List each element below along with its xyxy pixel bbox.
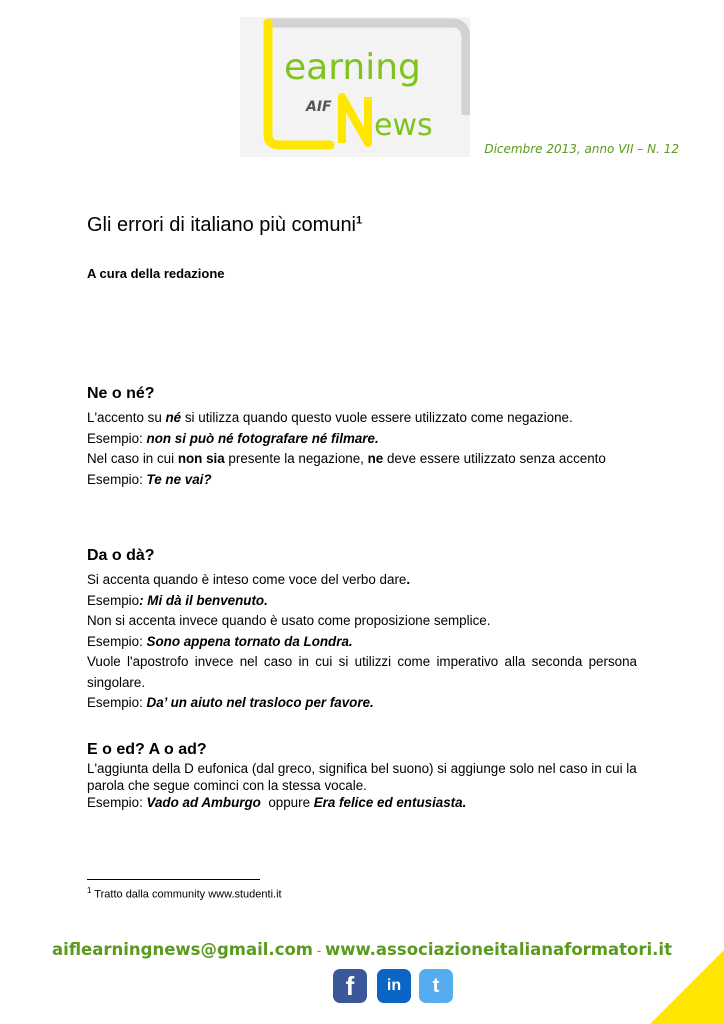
section-heading: Da o dà? [87,547,155,564]
footnote [87,886,282,901]
logo-brand: AIF [306,99,332,115]
facebook-icon[interactable]: f [333,969,367,1003]
footnote-number: 1 [87,886,92,895]
example: Esempio: non si può né fotografare né filmare. [87,430,379,446]
logo-word-bottom: ews [374,108,433,143]
example: Esempio: Sono appena tornato da Londra. [87,633,353,649]
paragraph: Si accenta quando è inteso come voce del verbo dare. [87,572,411,587]
logo-word-top: earning [284,47,421,88]
example: Esempio: Te ne vai? [87,471,212,487]
article-title [87,214,362,237]
paragraph: Vuole l'apostrofo invece nel caso in cui si utilizzi come imperativo alla seconda persona singolare. [87,654,637,690]
section-ne [87,384,637,490]
website-link[interactable]: www.associazioneitalianaformatori.it [324,940,672,959]
footnote-text: Tratto dalla community www.studenti.it [91,888,282,901]
paragraph: L'aggiunta della D eufonica (dal greco, significa bel suono) si aggiunge solo nel caso in cui la parola che segue cominci con la stessa vocale. [87,761,637,793]
paragraph: L'accento su né si utilizza quando questo vuole essere utilizzato come negazione. [87,410,573,425]
learning-news-logo [240,17,470,157]
example: Esempio: Vado ad Amburgo oppure Era felice ed entusiasta. [87,795,467,810]
paragraph: Non si accenta invece quando è usato come proposizione semplice. [87,613,491,628]
contact-line [0,940,724,959]
section-da [87,546,637,714]
section-heading: E o ed? A o ad? [87,741,207,758]
section-heading: Ne o né? [87,385,155,402]
example: Esempio: Da’ un aiuto nel trasloco per favore. [87,695,374,710]
twitter-icon[interactable]: t [419,969,453,1003]
footnote-divider [87,879,260,880]
email-link[interactable]: aiflearningnews@gmail.com [52,940,314,959]
section-ed [87,740,637,811]
contact-separator: - [313,944,325,958]
paragraph: Nel caso in cui non sia presente la negazione, ne deve essere utilizzato senza accento [87,451,606,466]
example: Esempio: Mi dà il benvenuto. [87,592,268,608]
article-title-text: Gli errori di italiano più comuni [87,214,357,236]
corner-triangle-decoration [650,950,724,1024]
title-footnote-ref[interactable]: 1 [356,214,363,227]
linkedin-icon[interactable]: in [377,969,411,1003]
byline: A cura della redazione [87,266,225,281]
issue-line: Dicembre 2013, anno VII – N. 12 [484,142,679,156]
